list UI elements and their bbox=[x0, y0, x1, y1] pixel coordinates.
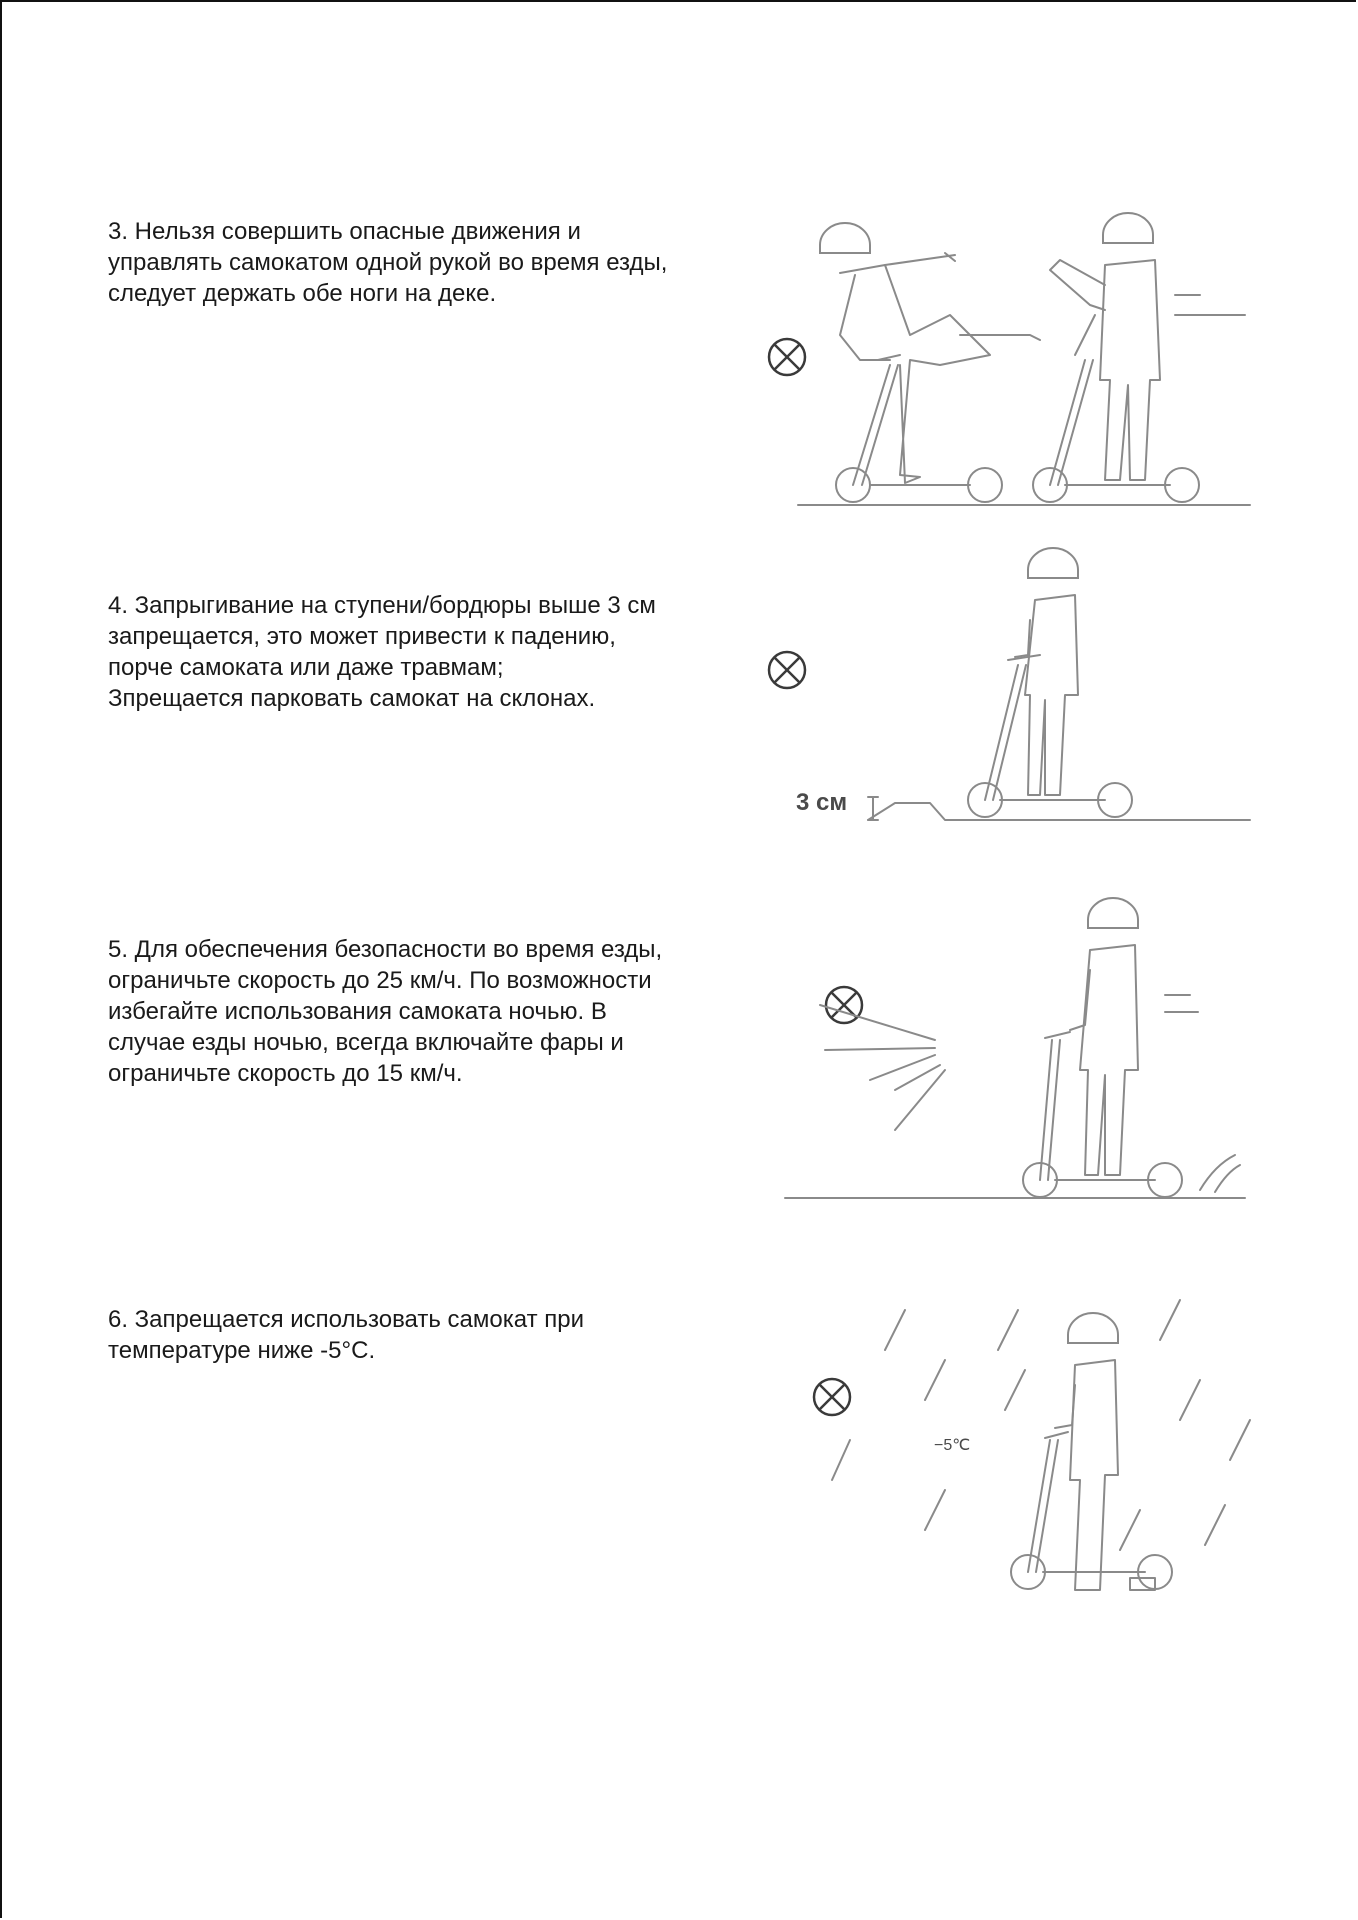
rule-3-illustration bbox=[760, 215, 1260, 515]
rule-5-line-5: ограничьте скорость до 15 км/ч. bbox=[108, 1060, 463, 1087]
rule-6-line-1: 6. Запрещается использовать самокат при bbox=[108, 1306, 584, 1333]
rule-4-line-2: запрещается, это может привести к падению, bbox=[108, 623, 616, 650]
rule-3-line-3: следует держать обе ноги на деке. bbox=[108, 280, 497, 307]
scooter-rider-icon bbox=[1011, 1313, 1172, 1590]
scooter-rider-icon bbox=[820, 223, 1040, 502]
prohibited-icon bbox=[769, 339, 805, 375]
rule-5-line-4: случае езды ночью, всегда включайте фары и bbox=[108, 1029, 624, 1056]
rule-5-line-3: избегайте использования самоката ночью. В bbox=[108, 998, 607, 1025]
rule-5-line-2: ограничьте скорость до 25 км/ч. По возможности bbox=[108, 967, 652, 994]
rule-6-text bbox=[108, 1304, 728, 1366]
rule-3-line-2: управлять самокатом одной рукой во время езды, bbox=[108, 249, 668, 276]
temperature-label: −5℃ bbox=[934, 1437, 971, 1454]
curb-line bbox=[868, 803, 1250, 820]
rule-6-illustration bbox=[800, 1290, 1260, 1610]
prohibited-icon bbox=[826, 987, 862, 1023]
scooter-rider-icon bbox=[968, 548, 1132, 817]
rule-5-text bbox=[108, 934, 728, 1089]
rule-4-line-3: порче самоката или даже травмам; bbox=[108, 654, 504, 681]
rule-5-line-1: 5. Для обеспечения безопасности во время езды, bbox=[108, 936, 663, 963]
curb-height-label: 3 см bbox=[796, 789, 848, 816]
rule-6-line-2: температуре ниже -5°С. bbox=[108, 1337, 376, 1364]
rule-4-illustration bbox=[760, 545, 1260, 825]
rule-5-illustration bbox=[780, 900, 1260, 1210]
prohibited-icon bbox=[814, 1379, 850, 1415]
scooter-rider-icon bbox=[1023, 898, 1240, 1197]
rule-4-line-1: 4. Запрыгивание на ступени/бордюры выше 3 см bbox=[108, 592, 656, 619]
rule-4-text bbox=[108, 590, 728, 714]
rule-4-line-4: Зпрещается парковать самокат на склонах. bbox=[108, 685, 596, 712]
rule-3-text bbox=[108, 216, 728, 309]
scooter-rider-icon bbox=[1033, 213, 1245, 502]
rain-lines bbox=[832, 1300, 1250, 1550]
rule-3-line-1: 3. Нельзя совершить опасные движения и bbox=[108, 218, 581, 245]
headlight-beams bbox=[820, 1005, 945, 1130]
prohibited-icon bbox=[769, 652, 805, 688]
